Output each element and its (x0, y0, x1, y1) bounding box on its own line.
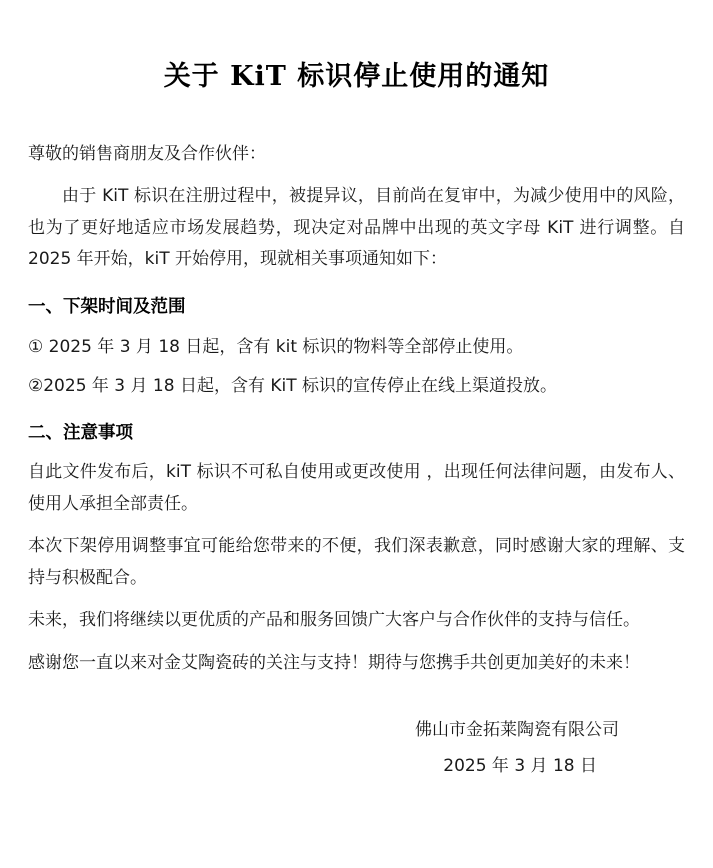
section-heading-1: 一、下架时间及范围 (28, 296, 186, 317)
notice-paragraph: 未来，我们将继续以更优质的产品和服务回馈广大客户与合作伙伴的支持与信任。 (28, 610, 640, 631)
notice-paragraph: 本次下架停用调整事宜可能给您带来的不便，我们深表歉意，同时感谢大家的理解、支持与积极配合。 (28, 536, 685, 588)
notice-paragraph: 感谢您一直以来对金艾陶瓷砖的关注与支持！期待与您携手共创更加美好的未来！ (28, 652, 640, 673)
page-title: 关于 KiT 标识停止使用的通知 (163, 61, 550, 92)
intro-paragraph: 由于 KiT 标识在注册过程中，被提异议，目前尚在复审中，为减少使用中的风险，也为了更好地适应市场发展趋势，现决定对品牌中出现的英文字母 KiT 进行调整。自 2025 年开始，kiT 开始停用，现就相关事项通知如下： (28, 186, 685, 270)
signature-block (28, 713, 685, 784)
section-heading-2: 二、注意事项 (28, 422, 133, 443)
list-item: ②2025 年 3 月 18 日起，含有 KiT 标识的宣传停止在线上渠道投放。 (28, 375, 558, 396)
notice-paragraph: 自此文件发布后，kiT 标识不可私自使用或更改使用 ，出现任何法律问题，由发布人、使用人承担全部责任。 (28, 462, 685, 514)
salutation: 尊敬的销售商朋友及合作伙伴： (28, 144, 266, 164)
list-item: ① 2025 年 3 月 18 日起，含有 kit 标识的物料等全部停止使用。 (28, 337, 524, 358)
document-body (28, 139, 685, 679)
signature-company: 佛山市金拓莱陶瓷有限公司 (415, 719, 619, 740)
signature-date: 2025 年 3 月 18 日 (443, 755, 597, 776)
